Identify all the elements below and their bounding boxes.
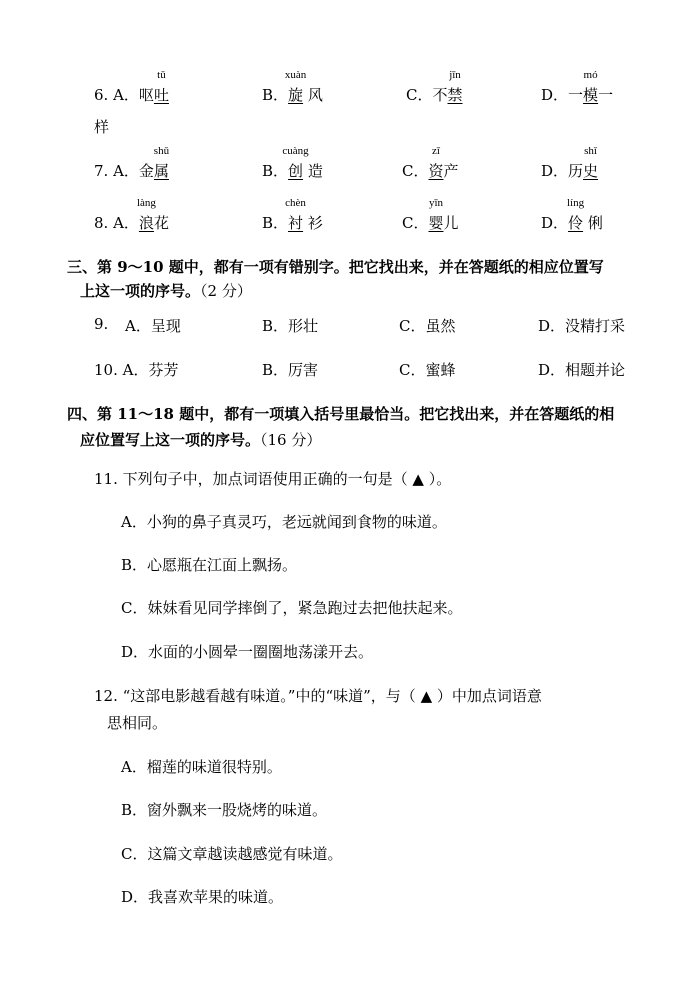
q7-d-char: shǐ 史 xyxy=(583,145,599,180)
q7-c-char: zī 资 xyxy=(428,145,444,180)
q11-option-c: C．妹妹看见同学摔倒了，紧急跑过去把他扶起来。 xyxy=(121,599,463,617)
q8-b-pinyin: chèn xyxy=(285,197,306,209)
q7-option-b: B． cuàng 创 造 xyxy=(262,145,323,180)
q8-b-char: chèn 衬 xyxy=(285,197,306,232)
q7-d-pinyin: shǐ xyxy=(584,145,597,157)
q7-b-char: cuàng 创 xyxy=(282,145,309,180)
q12-option-a: A．榴莲的味道很特别。 xyxy=(121,758,282,776)
q11-option-b: B．心愿瓶在江面上飘扬。 xyxy=(121,556,298,574)
section3-heading-line1: 三、第 9～10 题中，都有一项有错别字。把它找出来，并在答题纸的相应位置写 xyxy=(67,258,604,276)
q6-c-pinyin: jīn xyxy=(449,69,461,81)
q12-option-b: B．窗外飘来一股烧烤的味道。 xyxy=(121,801,328,819)
q6-option-b: B． xuàn 旋 风 xyxy=(262,69,323,104)
q7-c-pinyin: zī xyxy=(432,145,440,157)
q6-b-char: xuàn 旋 xyxy=(284,69,307,104)
q6-a-char: tǔ 吐 xyxy=(153,69,169,104)
section4-heading-line1: 四、第 11～18 题中，都有一项填入括号里最恰当。把它找出来，并在答题纸的相 xyxy=(67,405,615,423)
q7-option-c: C． zī 资产 xyxy=(402,145,459,180)
q6-continuation: 样 xyxy=(94,118,110,136)
q11-option-d: D．水面的小圆晕一圈圈地荡漾开去。 xyxy=(121,643,374,661)
q8-row: 8. A． làng 浪花 xyxy=(94,197,169,232)
q11-stem: 11. 下列句子中，加点词语使用正确的一句是（ ▲ ）。 xyxy=(94,470,452,488)
q12-stem-line2: 思相同。 xyxy=(107,714,168,732)
q10-option-c: C．蜜蜂 xyxy=(399,361,456,379)
q9-option-d: D．没精打采 xyxy=(538,317,626,335)
section4-heading-line2: 应位置写上这一项的序号。（16 分） xyxy=(80,431,322,449)
q9-option-b: B．形壮 xyxy=(262,317,319,335)
q8-a-pinyin: làng xyxy=(136,197,156,209)
q6-c-char: jīn 禁 xyxy=(447,69,463,104)
q8-option-b: B． chèn 衬 衫 xyxy=(262,197,323,232)
q6-a-pre: 呕 xyxy=(138,86,154,104)
section3-score: （2 分） xyxy=(200,282,252,300)
q8-option-c: C． yīn 婴儿 xyxy=(402,197,459,232)
q9-number: 9. xyxy=(94,315,109,333)
q10-option-a: 10. A．芬芳 xyxy=(94,361,179,379)
q10-option-b: B．厉害 xyxy=(262,361,319,379)
q8-a-char: làng 浪 xyxy=(136,197,156,232)
q12-stem-line1: 12. “这部电影越看越有味道。”中的“味道”，与（ ▲ ）中加点词语意 xyxy=(94,687,542,705)
q7-a-char: shǔ 属 xyxy=(153,145,170,180)
q6-row xyxy=(94,69,169,105)
q9-option-a: A．呈现 xyxy=(125,317,181,335)
section3-heading-line2: 上这一项的序号。（2 分） xyxy=(80,282,252,300)
q10-option-d: D．相题并论 xyxy=(538,361,626,379)
q12-option-c: C．这篇文章越读越感觉有味道。 xyxy=(121,845,343,863)
q8-c-pinyin: yīn xyxy=(428,197,444,209)
q12-option-d: D．我喜欢苹果的味道。 xyxy=(121,888,284,906)
q8-c-char: yīn 婴 xyxy=(428,197,444,232)
q8-d-pinyin: líng xyxy=(566,197,585,209)
q6-option-c: C．不 jīn 禁 xyxy=(406,69,463,104)
q6-option-d: D．一 mó 模一 xyxy=(541,69,614,104)
q11-option-a: A．小狗的鼻子真灵巧，老远就闻到食物的味道。 xyxy=(121,513,447,531)
q7-a-pinyin: shǔ xyxy=(153,145,170,157)
q8-d-char: líng 伶 xyxy=(566,197,585,232)
q6-number: 6. A． xyxy=(94,86,139,104)
q7-option-d: D．历 shǐ 史 xyxy=(541,145,599,180)
q6-b-pinyin: xuàn xyxy=(284,69,307,81)
q6-d-char: mó 模 xyxy=(583,69,599,104)
q7-row: 7. A．金 shǔ 属 xyxy=(94,145,170,180)
q7-b-pinyin: cuàng xyxy=(282,145,309,157)
q9-option-c: C．虽然 xyxy=(399,317,456,335)
q6-d-pinyin: mó xyxy=(583,69,598,81)
q8-option-d: D． líng 伶 俐 xyxy=(541,197,603,232)
q6-a-pinyin: tǔ xyxy=(157,69,166,81)
section4-score: （16 分） xyxy=(260,431,322,449)
